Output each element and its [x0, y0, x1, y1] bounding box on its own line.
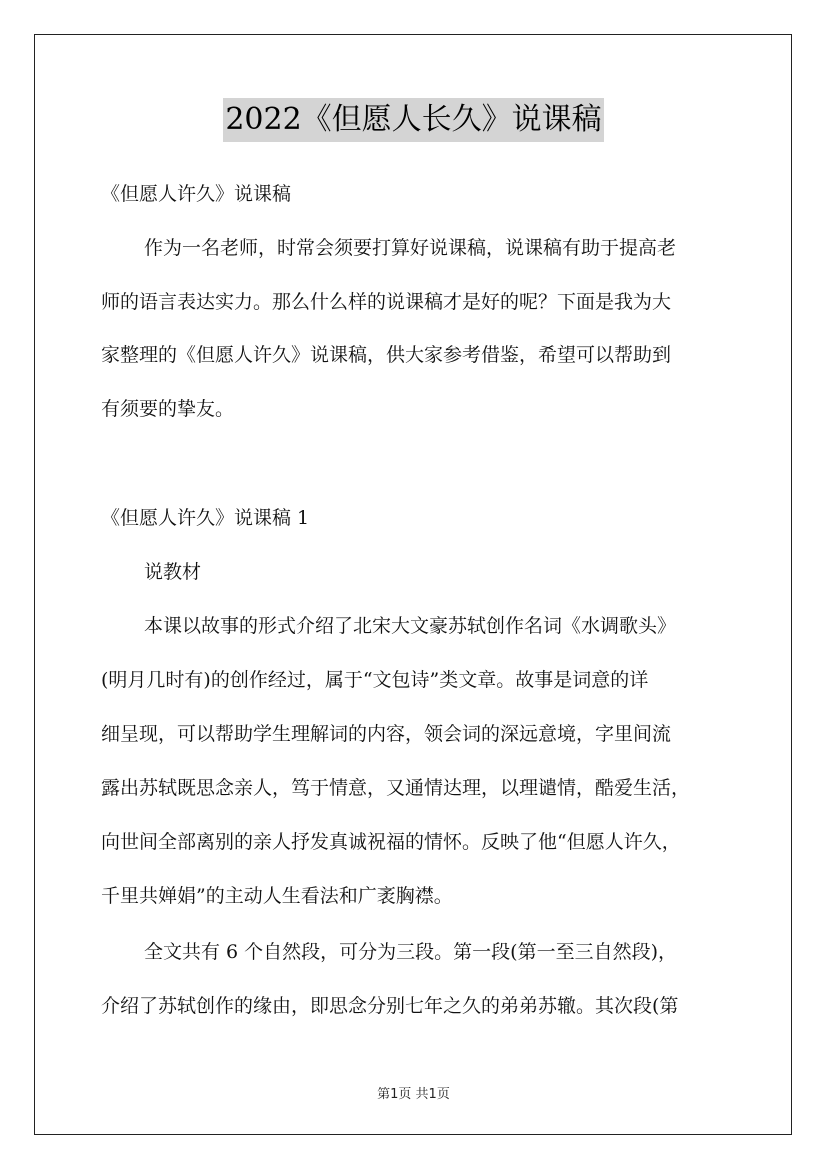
- paragraph-line: (明月几时有)的创作经过，属于“文包诗”类文章。故事是词意的详: [101, 669, 649, 691]
- paragraph-line: 向世间全部离别的亲人抒发真诚祝福的情怀。反映了他“但愿人许久，: [101, 831, 681, 853]
- section-heading: 《但愿人许久》说课稿 1: [101, 507, 310, 529]
- subtitle: 《但愿人许久》说课稿: [101, 183, 292, 205]
- intro-line: 师的语言表达实力。那么什么样的说课稿才是好的呢？下面是我为大: [101, 291, 672, 313]
- paragraph-line: 露出苏轼既思念亲人，笃于情意，又通情达理，以理谴情，酷爱生活，: [101, 777, 691, 799]
- title-container: [0, 98, 827, 142]
- paragraph-line: 全文共有 6 个自然段，可分为三段。第一段(第一至三自然段)，: [144, 941, 677, 963]
- page-footer: 第1页 共1页: [377, 1087, 450, 1102]
- paragraph-line: 细呈现，可以帮助学生理解词的内容，领会词的深远意境，字里间流: [101, 723, 672, 745]
- paragraph-line: 本课以故事的形式介绍了北宋大文豪苏轼创作名词《水调歌头》: [144, 615, 677, 637]
- paragraph-line: 千里共婵娟”的主动人生看法和广袤胸襟。: [101, 885, 453, 907]
- document-title: 2022《但愿人长久》说课稿: [223, 98, 603, 142]
- intro-line: 作为一名老师，时常会须要打算好说课稿，说课稿有助于提高老: [144, 237, 677, 259]
- sub-heading: 说教材: [144, 561, 202, 583]
- intro-line: 家整理的《但愿人许久》说课稿，供大家参考借鉴，希望可以帮助到: [101, 344, 672, 366]
- intro-line: 有须要的挚友。: [101, 398, 235, 420]
- paragraph-line: 介绍了苏轼创作的缘由，即思念分别七年之久的弟弟苏辙。其次段(第: [101, 995, 679, 1017]
